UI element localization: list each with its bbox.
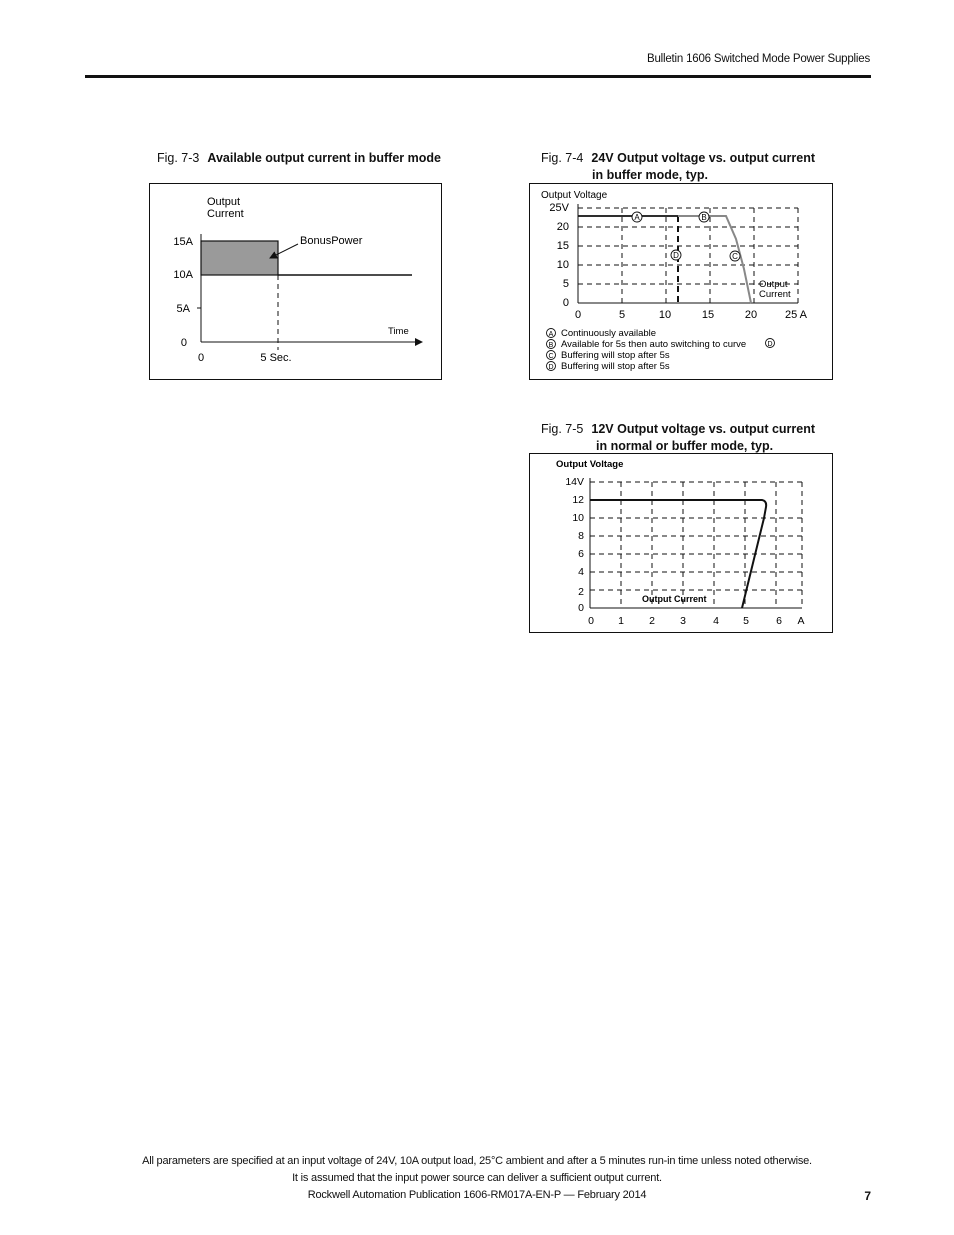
footer-note-2: It is assumed that the input power source can deliver a sufficient output current. bbox=[292, 1172, 662, 1184]
legend-b-ref: D bbox=[767, 341, 773, 348]
fig5-svg bbox=[530, 454, 832, 632]
fig5-x-tick-2: 2 bbox=[649, 615, 655, 627]
fig3-ylabel-2: Current bbox=[207, 208, 244, 220]
fig5-x-tick-3: 3 bbox=[680, 615, 686, 627]
page-number: 7 bbox=[864, 1189, 871, 1203]
annotation-bonuspower: BonusPower bbox=[300, 235, 363, 247]
marker-b-label: B bbox=[701, 213, 707, 222]
fig5-number: Fig. 7-5 bbox=[541, 422, 584, 436]
fig3-number: Fig. 7-3 bbox=[157, 151, 200, 165]
fig4-y-tick-15: 15 bbox=[556, 240, 569, 252]
y-tick-10a: 10A bbox=[173, 269, 193, 281]
fig4-title-1: 24V Output voltage vs. output current bbox=[591, 151, 816, 165]
fig4-y-tick-5: 5 bbox=[562, 278, 569, 290]
fig4-markers bbox=[632, 212, 740, 261]
fig5-y-tick-4: 4 bbox=[578, 566, 584, 578]
fig5-y-tick-0: 0 bbox=[578, 602, 584, 614]
fig4-svg bbox=[530, 184, 832, 379]
fig5-y-tick-12: 12 bbox=[572, 494, 584, 506]
x-tick-0: 0 bbox=[197, 352, 205, 364]
fig5-title-2: in normal or buffer mode, typ. bbox=[596, 439, 774, 453]
fig3-xlabel: Time bbox=[388, 326, 409, 337]
fig5-curve bbox=[590, 500, 766, 608]
fig3-ylabel-1: Output bbox=[207, 196, 241, 208]
marker-c-label: C bbox=[732, 252, 738, 261]
y-tick-0: 0 bbox=[180, 337, 187, 349]
fig4-title-2: in buffer mode, typ. bbox=[592, 168, 708, 182]
legend-c-key: C bbox=[548, 353, 554, 360]
legend-b-text: Available for 5s then auto switching to curve bbox=[561, 339, 747, 350]
fig4-x-tick-15: 15 bbox=[701, 309, 715, 321]
fig5-x-tick-5: 5 bbox=[743, 615, 749, 627]
fig5-y-tick-14: 14V bbox=[565, 476, 584, 488]
y-tick-15a: 15A bbox=[173, 236, 193, 248]
legend-a-key: A bbox=[548, 331, 554, 338]
marker-a-label: A bbox=[634, 213, 640, 222]
running-header: Bulletin 1606 Switched Mode Power Supplies bbox=[646, 53, 870, 65]
marker-d-label: D bbox=[673, 251, 679, 260]
fig4-ylabel: Output Voltage bbox=[541, 190, 608, 201]
fig5-xlabel: Output Current bbox=[642, 594, 707, 604]
x-tick-5sec: 5 Sec. bbox=[260, 352, 292, 364]
fig5-ylabel: Output Voltage bbox=[556, 459, 624, 470]
fig4-x-tick-0: 0 bbox=[574, 309, 582, 321]
fig4-y-tick-10: 10 bbox=[556, 259, 569, 271]
fig5-x-tick-0: 0 bbox=[588, 615, 594, 627]
fig5-caption bbox=[541, 421, 815, 438]
fig4-x-tick-5: 5 bbox=[618, 309, 626, 321]
fig4-xlabel-2: Current bbox=[759, 289, 791, 300]
footer-note-1: All parameters are specified at an input voltage of 24V, 10A output load, 25°C ambient and after a 5 minutes run-in time unless noted otherwise. bbox=[142, 1155, 812, 1167]
fig3-svg bbox=[150, 184, 441, 379]
fig4-x-tick-10: 10 bbox=[658, 309, 672, 321]
legend-d-text: Buffering will stop after 5s bbox=[561, 361, 670, 372]
fig4-number: Fig. 7-4 bbox=[541, 151, 584, 165]
fig4-caption bbox=[541, 150, 815, 167]
legend-d-key: D bbox=[548, 364, 554, 371]
y-tick-5a: 5A bbox=[176, 303, 190, 315]
fig5-x-tick-6: 6 bbox=[776, 615, 782, 627]
fig5-title-1: 12V Output voltage vs. output current bbox=[591, 422, 816, 436]
fig4-y-tick-20: 20 bbox=[556, 221, 569, 233]
fig5-y-tick-2: 2 bbox=[578, 586, 584, 598]
fig5-y-tick-8: 8 bbox=[578, 530, 584, 542]
fig4-legend bbox=[547, 328, 775, 372]
header-rule bbox=[85, 75, 871, 78]
fig3-chart bbox=[149, 183, 442, 380]
bonus-power-area bbox=[201, 241, 278, 275]
fig5-x-tick-1: 1 bbox=[618, 615, 624, 627]
curve-b-c bbox=[678, 216, 751, 303]
fig5-x-unit: A bbox=[797, 615, 805, 627]
fig4-chart bbox=[529, 183, 833, 380]
fig4-x-tick-20: 20 bbox=[744, 309, 758, 321]
fig4-y-tick-25: 25V bbox=[549, 202, 569, 214]
fig4-y-tick-0: 0 bbox=[562, 297, 569, 309]
legend-b-key: B bbox=[548, 342, 554, 349]
fig5-x-tick-4: 4 bbox=[713, 615, 719, 627]
footer-publication: Rockwell Automation Publication 1606-RM017A-EN-P — February 2014 bbox=[307, 1189, 647, 1201]
legend-c-text: Buffering will stop after 5s bbox=[561, 350, 670, 361]
fig4-xlabel-1: Output bbox=[759, 279, 788, 290]
legend-a-text: Continuously available bbox=[561, 328, 657, 339]
fig4-x-tick-25a: 25 A bbox=[784, 309, 808, 321]
fig5-y-tick-6: 6 bbox=[578, 548, 584, 560]
fig3-title: Available output current in buffer mode bbox=[207, 151, 441, 165]
fig3-caption bbox=[157, 150, 441, 167]
fig5-chart bbox=[529, 453, 833, 633]
fig5-y-tick-10: 10 bbox=[572, 512, 584, 524]
